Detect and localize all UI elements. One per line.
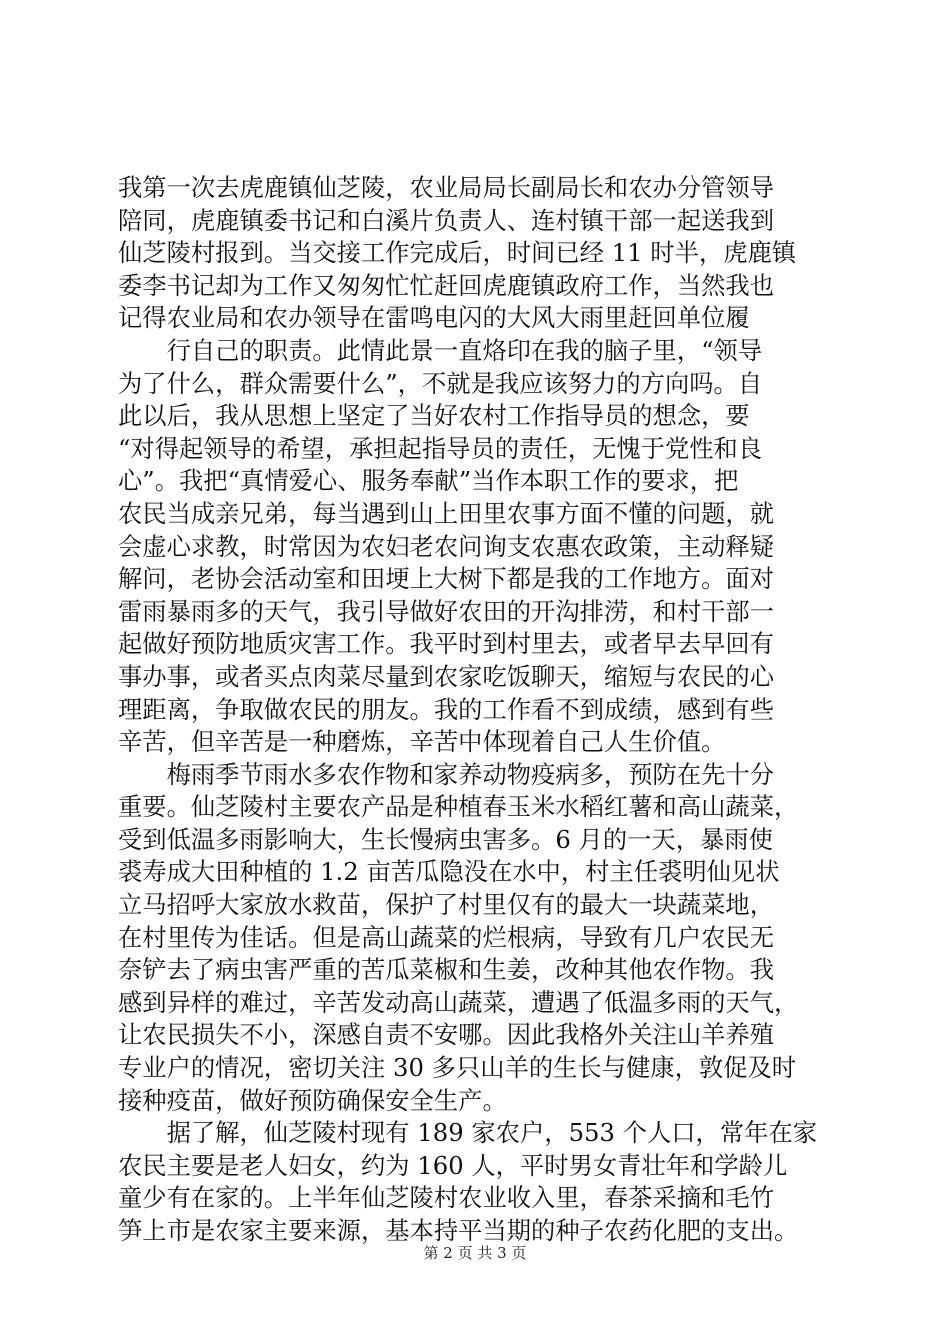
text-line: 此以后，我从思想上坚定了当好农村工作指导员的想念，要 xyxy=(118,401,750,431)
text-line: 解问，老协会活动室和田埂上大树下都是我的工作地方。面对 xyxy=(118,564,775,594)
text-line: 笋上市是农家主要来源，基本持平当期的种子农药化肥的支出。 xyxy=(118,1216,799,1245)
text-line: 受到低温多雨影响大，生长慢病虫害多。6 月的一天，暴雨使 xyxy=(118,824,773,854)
text-line: 农民主要是老人妇女，约为 160 人，平时男女青壮年和学龄儿 xyxy=(118,1150,788,1180)
page-footer: 第 2 页 共 3 页 xyxy=(423,1244,527,1262)
text-line: 辛苦，但辛苦是一种磨炼，辛苦中体现着自己人生价值。 xyxy=(118,727,726,757)
text-line: 童少有在家的。上半年仙芝陵村农业收入里，春茶采摘和毛竹 xyxy=(118,1183,775,1213)
text-line: 接种疫苗，做好预防确保安全生产。 xyxy=(118,1085,507,1115)
text-line: 委李书记却为工作又匆匆忙忙赶回虎鹿镇政府工作，当然我也 xyxy=(118,270,775,300)
text-line: 事办事，或者买点肉菜尽量到农家吃饭聊天，缩短与农民的心 xyxy=(118,661,775,691)
text-line: 起做好预防地质灾害工作。我平时到村里去，或者早去早回有 xyxy=(118,629,775,659)
text-line: 心”。我把“真情爱心、服务奉献”当作本职工作的要求，把 xyxy=(118,466,739,496)
body-text xyxy=(118,172,838,1248)
text-line: 感到异样的难过，辛苦发动高山蔬菜，遭遇了低温多雨的天气， xyxy=(118,987,799,1017)
text-line: 记得农业局和农办领导在雷鸣电闪的大风大雨里赶回单位履 xyxy=(118,303,750,333)
text-line: 立马招呼大家放水救苗，保护了村里仅有的最大一块蔬菜地， xyxy=(118,890,775,920)
text-line: 让农民损失不小，深感自责不安哪。因此我格外关注山羊养殖 xyxy=(118,1020,775,1050)
text-line: 奈铲去了病虫害严重的苦瓜菜椒和生姜，改种其他农作物。我 xyxy=(118,955,775,985)
text-line: 行自己的职责。此情此景一直烙印在我的脑子里，“领导 xyxy=(118,335,763,365)
text-line: 为了什么，群众需要什么”，不就是我应该努力的方向吗。自 xyxy=(118,368,763,398)
text-line: 农民当成亲兄弟，每当遇到山上田里农事方面不懂的问题，就 xyxy=(118,498,775,528)
text-line: 梅雨季节雨水多农作物和家养动物疫病多，预防在先十分 xyxy=(118,759,775,789)
text-line: 仙芝陵村报到。当交接工作完成后，时间已经 11 时半，虎鹿镇 xyxy=(118,238,797,268)
text-line: 在村里传为佳话。但是高山蔬菜的烂根病，导致有几户农民无 xyxy=(118,922,775,952)
text-line: 重要。仙芝陵村主要农产品是种植春玉米水稻红薯和高山蔬菜， xyxy=(118,792,799,822)
text-line: 会虚心求教，时常因为农妇老农问询支农惠农政策，主动释疑 xyxy=(118,531,775,561)
text-line: 理距离，争取做农民的朋友。我的工作看不到成绩，感到有些 xyxy=(118,694,775,724)
text-line: 裘寿成大田种植的 1.2 亩苦瓜隐没在水中，村主任裘明仙见状 xyxy=(118,857,780,887)
text-line: 雷雨暴雨多的天气，我引导做好农田的开沟排涝，和村干部一 xyxy=(118,596,775,626)
text-line: 据了解，仙芝陵村现有 189 家农户，553 个人口，常年在家 xyxy=(118,1118,818,1148)
text-line: 我第一次去虎鹿镇仙芝陵，农业局局长副局长和农办分管领导 xyxy=(118,173,775,202)
text-line: “对得起领导的希望，承担起指导员的责任，无愧于党性和良 xyxy=(118,433,763,463)
text-line: 专业户的情况，密切关注 30 多只山羊的生长与健康，敦促及时 xyxy=(118,1053,797,1083)
text-line: 陪同，虎鹿镇委书记和白溪片负责人、连村镇干部一起送我到 xyxy=(118,205,775,235)
